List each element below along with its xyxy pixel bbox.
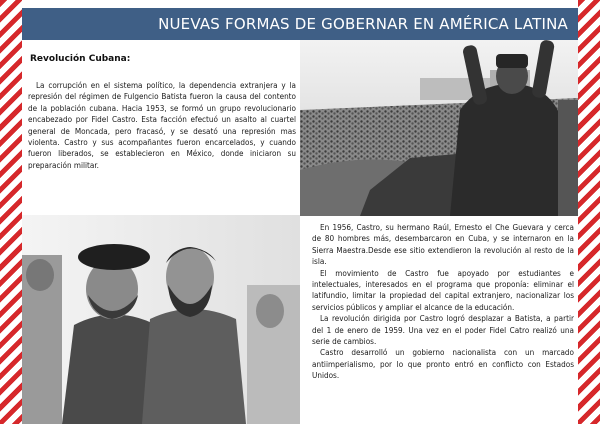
left-stripe-border xyxy=(0,0,22,424)
paragraph: El movimiento de Castro fue apoyado por estudiantes e intelectuales, interesados en el programa que proponía: eliminar el latifundio, limitar la propiedad del capital extranjero, nacionalizar los servicios públicos y ampliar el alcance de la educación. xyxy=(312,267,574,312)
right-stripe-border xyxy=(578,0,600,424)
history-text xyxy=(312,222,574,382)
intro-text xyxy=(28,80,296,171)
castro-crowd-photo xyxy=(300,40,578,216)
section-heading: Revolución Cubana: xyxy=(30,54,131,64)
paragraph: En 1956, Castro, su hermano Raúl, Ernesto el Che Guevara y cerca de 80 hombres más, desembarcaron en Cuba, y se internaron en la Sierra Maestra.Desde ese sitio extendieron la revolución al resto de la isla. xyxy=(312,222,574,267)
paragraph: La corrupción en el sistema político, la dependencia extranjera y la represión del régimen de Fulgencio Batista fueron la causa del contento de la población cubana. Hacia 1953, se formó un grupo revolucionario encabezado por Fidel Castro. Esta facción efectuó un asalto al cuartel general de Moncada, pero fracasó, y se desató una represión mas violenta. Castro y sus acompañantes fueron encarcelados, y cuando fueron liberados, se establecieron en México, donde iniciaron su preparación militar. xyxy=(28,80,296,170)
title-bar xyxy=(22,8,578,40)
page-title: NUEVAS FORMAS DE GOBERNAR EN AMÉRICA LATINA xyxy=(158,15,568,33)
paragraph: Castro desarrolló un gobierno nacionalista con un marcado antiimperialismo, por lo que pronto entró en conflicto con Estados Unidos. xyxy=(312,347,574,381)
che-fidel-photo xyxy=(22,215,300,424)
paragraph: La revolución dirigida por Castro logró desplazar a Batista, a partir del 1 de enero de 1959. Una vez en el poder Fidel Catro realizó una serie de cambios. xyxy=(312,313,574,347)
